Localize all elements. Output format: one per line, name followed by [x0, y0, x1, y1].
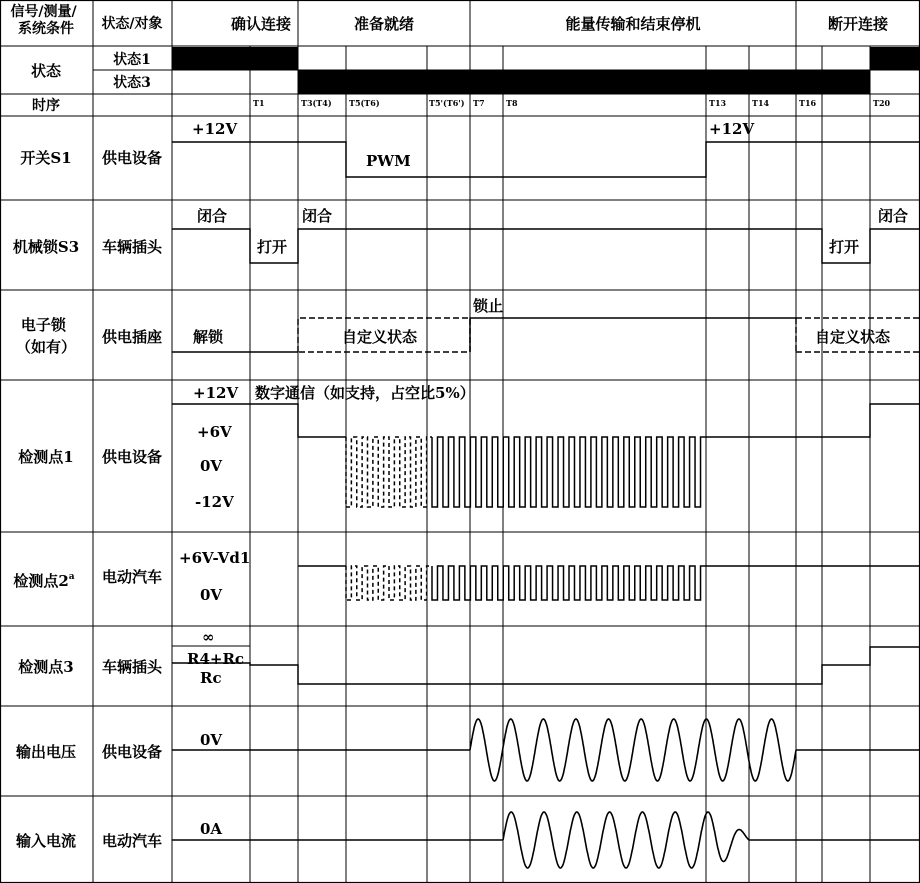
cp3-level-rc: Rc: [200, 669, 222, 687]
elock-annotation-locked: 锁止: [473, 297, 504, 315]
cp1-level-12v: +12V: [193, 384, 239, 402]
timing-mark-t13: T13: [709, 98, 727, 108]
state1-label: 状态1: [113, 52, 151, 68]
cp1-pwm-solid: [432, 437, 706, 507]
header-object-label: 状态/对象: [101, 16, 163, 32]
s3-annotation-closed-b: 闭合: [302, 207, 333, 225]
row-label-cp3: 检测点3: [18, 658, 74, 676]
timing-mark-t7: T7: [473, 98, 485, 108]
s3-annotation-closed-a: 闭合: [197, 207, 228, 225]
s3-annotation-open-a: 打开: [257, 238, 288, 256]
row-label-cp2: 检测点2$^a$: [13, 572, 75, 590]
timing-mark-t16: T16: [799, 98, 817, 108]
state1-bar-b: [870, 47, 920, 70]
s1-annotation-pwm: PWM: [366, 152, 411, 170]
row-object-s1: 供电设备: [101, 149, 163, 167]
state1-bar-a: [172, 47, 298, 70]
cp1-level-6v: +6V: [197, 423, 232, 441]
row-label-cp1: 检测点1: [18, 448, 74, 466]
cp1-pwm-dashed: [346, 437, 432, 507]
row-object-cp3: 车辆插头: [101, 658, 163, 676]
timing-mark-t5: T5(T6): [349, 98, 380, 108]
cp1-tail: [706, 404, 920, 437]
header-signal-label: 信号/测量/ 系统条件: [10, 4, 77, 37]
timing-mark-t8: T8: [506, 98, 518, 108]
phase-ready: 准备就绪: [353, 15, 415, 33]
state-row-label: 状态: [30, 62, 62, 80]
elock-annotation-custom-b: 自定义状态: [815, 328, 891, 346]
row-object-cp1: 供电设备: [101, 448, 163, 466]
elock-annotation-custom-a: 自定义状态: [342, 328, 418, 346]
row-object-vout: 供电设备: [101, 743, 163, 761]
row-label-s1: 开关S1: [20, 149, 72, 167]
s3-annotation-open-b: 打开: [829, 238, 860, 256]
phase-disconnect: 断开连接: [827, 15, 889, 33]
row-object-cp2: 电动汽车: [101, 568, 163, 586]
cp3-waveform: [172, 647, 920, 684]
iin-level-0a: 0A: [200, 820, 223, 838]
elock-locked-line: [470, 318, 796, 352]
vout-sine: [470, 719, 796, 781]
pwm-pulses: [346, 437, 706, 600]
elock-annotation-unlock: 解锁: [193, 328, 224, 346]
row-label-elock: 电子锁 （如有）: [15, 316, 77, 356]
phase-energy-transfer: 能量传输和结束停机: [565, 15, 701, 33]
state3-label: 状态3: [113, 75, 151, 91]
timing-mark-t20: T20: [873, 98, 891, 108]
cp1-level-neg12v: -12V: [195, 493, 234, 511]
cp2-pwm-solid: [432, 566, 706, 600]
row-object-iin: 电动汽车: [101, 832, 163, 850]
vout-level-0v: 0V: [200, 731, 223, 749]
cp2-pwm-dashed: [346, 566, 432, 600]
row-label-s3: 机械锁S3: [12, 238, 80, 256]
cp1-annotation-digital-comm: 数字通信（如支持，占空比5%）: [255, 384, 475, 402]
row-object-elock: 供电插座: [101, 328, 163, 346]
row-label-iin: 输入电流: [15, 832, 77, 850]
cp1-level-0v: 0V: [200, 457, 223, 475]
s3-annotation-closed-c: 闭合: [878, 207, 909, 225]
state3-bar: [298, 70, 870, 94]
timing-mark-t1: T1: [253, 98, 265, 108]
iin-sine: [503, 812, 749, 868]
s1-annotation-12v-b: +12V: [709, 120, 755, 138]
cp3-level-infinity: ∞: [202, 628, 215, 646]
timing-mark-t14: T14: [752, 98, 770, 108]
timing-row-label: 时序: [32, 98, 60, 114]
phase-confirm-connection: 确认连接: [230, 15, 292, 33]
timing-mark-t3: T3(T4): [301, 98, 332, 108]
timing-mark-t5p: T5'(T6'): [429, 98, 465, 108]
row-label-vout: 输出电压: [15, 743, 77, 761]
timing-marks: [253, 98, 891, 108]
sine-waves: [470, 719, 796, 868]
s1-waveform: [172, 142, 920, 177]
cp2-level-0v: 0V: [200, 586, 223, 604]
cp2-level-6v-vd1: +6V-Vd1: [179, 549, 251, 567]
s1-annotation-12v: +12V: [192, 120, 238, 138]
row-object-s3: 车辆插头: [101, 238, 163, 256]
cp3-level-r4rc: R4+Rc: [187, 650, 245, 668]
